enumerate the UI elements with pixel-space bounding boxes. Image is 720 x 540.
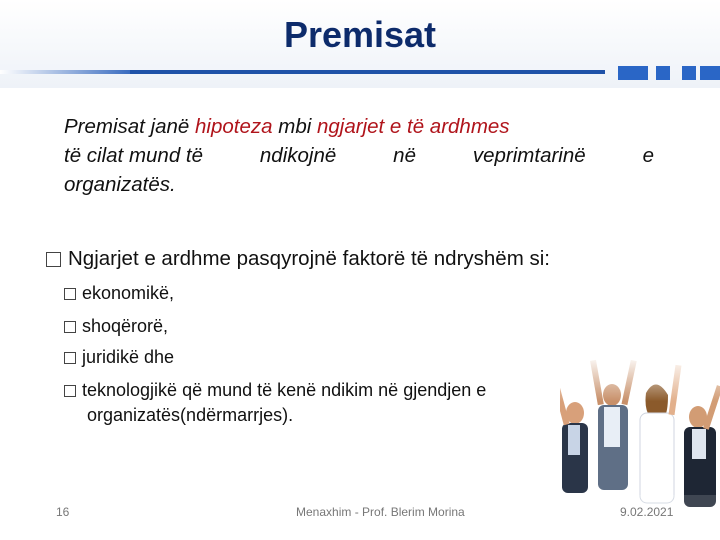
sub-bullet-item — [64, 316, 664, 337]
page-number: 16 — [56, 505, 70, 519]
highlight-hipoteza: hipoteza — [195, 115, 273, 138]
checkbox-bullet-icon — [64, 385, 76, 397]
checkbox-bullet-icon — [64, 321, 76, 333]
footer-author: Menaxhim - Prof. Blerim Morina — [296, 505, 465, 519]
intro-word: ndikojnë — [259, 144, 337, 167]
checkbox-bullet-icon — [46, 252, 61, 267]
sub-bullet-item — [64, 347, 664, 368]
intro-paragraph — [64, 112, 674, 199]
header-square-decoration — [656, 66, 670, 80]
sub-bullet-text: shoqërorë, — [82, 316, 169, 336]
slide-title: Premisat — [283, 14, 437, 55]
header-rule — [130, 70, 605, 74]
intro-text: Premisat janë — [64, 115, 196, 138]
intro-text: mbi — [272, 115, 317, 138]
header-rule-fade — [0, 70, 130, 74]
intro-word: veprimtarinë — [472, 144, 586, 167]
highlight-ngjarjet: ngjarjet e të ardhmes — [316, 115, 510, 138]
checkbox-bullet-icon — [64, 352, 76, 364]
header-square-decoration — [682, 66, 696, 80]
footer-date: 9.02.2021 — [620, 505, 674, 519]
intro-word: në — [393, 144, 416, 167]
intro-line-2 — [64, 141, 654, 170]
header-square-decoration — [618, 66, 648, 80]
sub-bullet-text: ekonomikë, — [82, 283, 175, 303]
bullet-item — [46, 247, 686, 271]
intro-line-3: organizatës. — [64, 173, 176, 196]
intro-word: të cilat mund të — [64, 144, 204, 167]
checkbox-bullet-icon — [64, 288, 76, 300]
sub-bullet-text: teknologjikë që mund të kenë ndikim në gjendjen e — [82, 380, 487, 400]
bullet-text: Ngjarjet e ardhme pasqyrojnë faktorë të ndryshëm si: — [68, 247, 550, 270]
sub-bullet-text: juridikë dhe — [82, 347, 175, 367]
sub-bullet-item — [64, 283, 664, 304]
intro-line-1 — [64, 112, 674, 141]
header-square-decoration — [700, 66, 720, 80]
intro-word: e — [642, 144, 654, 167]
sub-bullet-item — [64, 380, 664, 401]
sub-bullet-continuation: organizatës(ndërmarrjes). — [87, 405, 294, 425]
